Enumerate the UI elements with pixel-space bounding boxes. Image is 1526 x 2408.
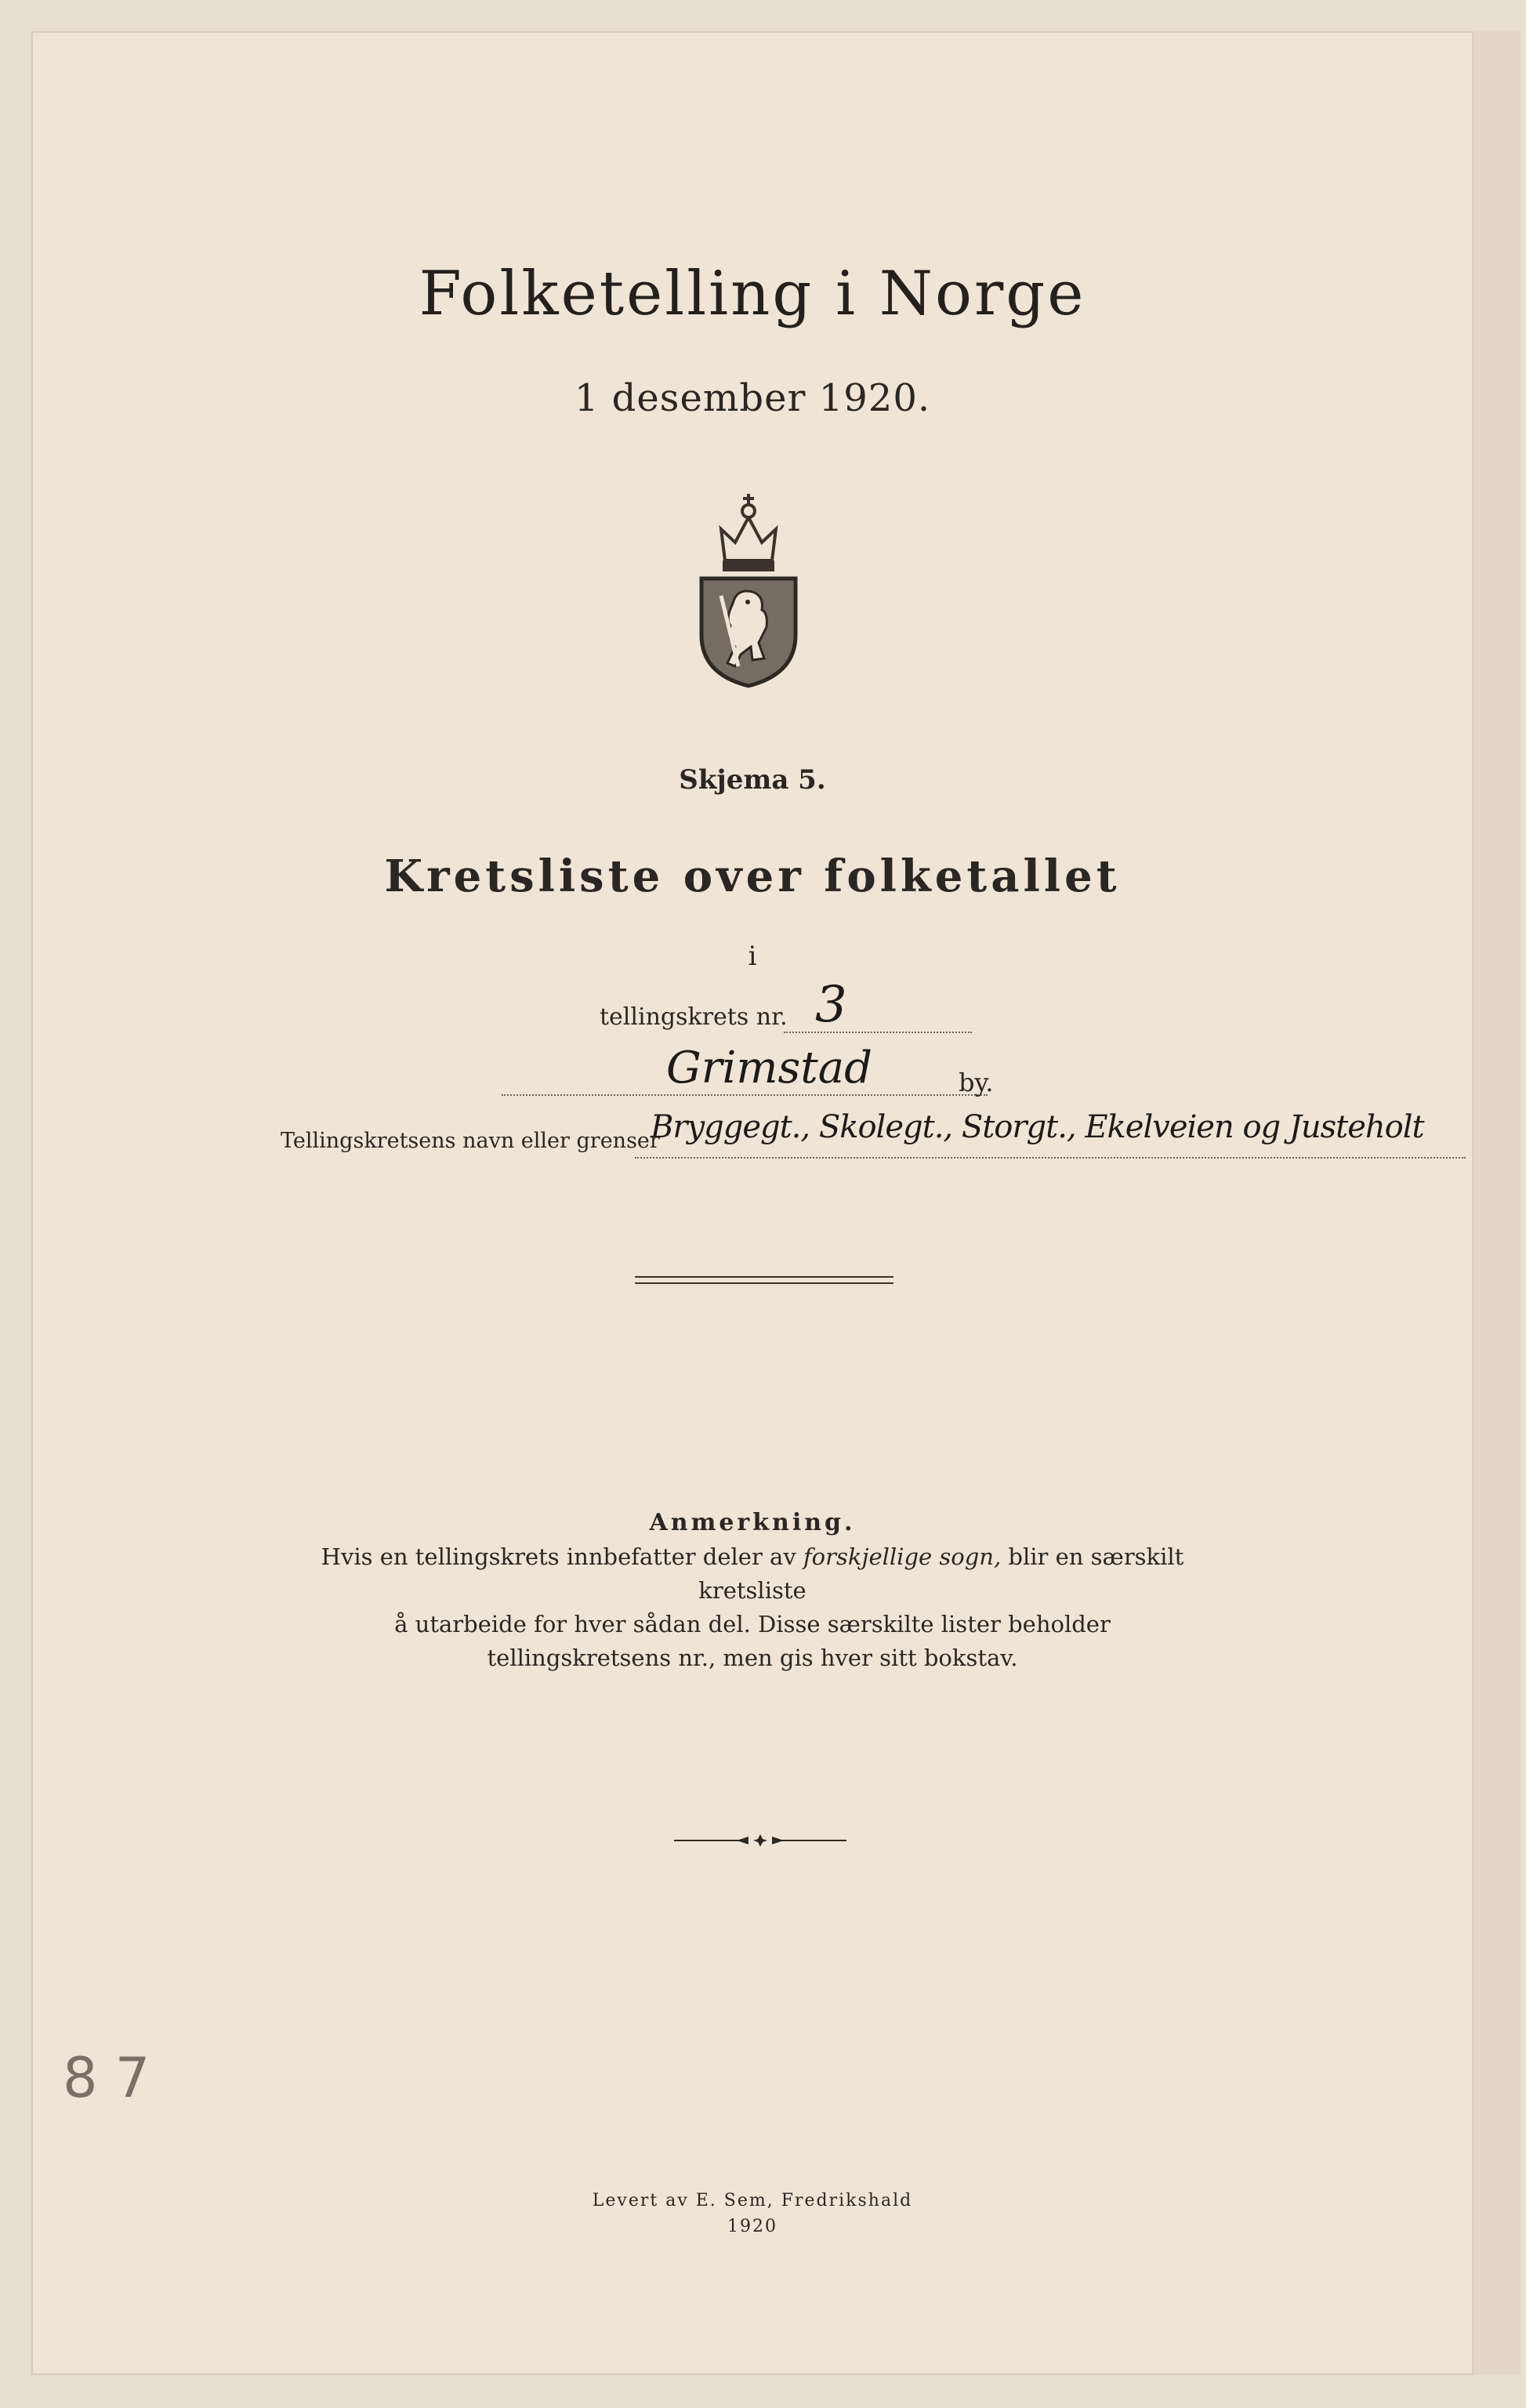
note-line-1-end: blir en særskilt kretsliste: [698, 1543, 1184, 1604]
note-heading: Anmerkning.: [649, 1509, 856, 1536]
town-value: Grimstad: [666, 1043, 872, 1093]
document-title: Folketelling i Norge: [419, 259, 1086, 329]
note-line-1-emphasis: forskjellige sogn,: [803, 1543, 1002, 1570]
town-line: [502, 1094, 988, 1096]
district-number-label: tellingskrets nr.: [600, 1003, 788, 1031]
double-rule-top: [635, 1276, 893, 1278]
form-heading: Kretsliste over folketallet: [384, 850, 1121, 902]
pencil-margin-mark: 8 7: [63, 2046, 150, 2110]
schema-label: Skjema 5.: [679, 764, 826, 796]
in-word: i: [748, 941, 757, 972]
district-number-line: [784, 1032, 972, 1033]
note-line-1: [298, 1540, 1207, 1608]
ornamental-divider-icon: [674, 1833, 846, 1848]
printer-year: 1920: [727, 2217, 777, 2236]
page-edge: [1473, 31, 1521, 2375]
district-number-value: 3: [815, 976, 847, 1034]
census-date: 1 desember 1920.: [574, 376, 931, 420]
district-names-label: Tellingskretsens navn eller grenser: [281, 1129, 660, 1153]
note-text: [298, 1540, 1207, 1675]
district-names-line: [635, 1157, 1466, 1159]
town-suffix: by.: [959, 1068, 994, 1097]
double-rule-bottom: [635, 1282, 893, 1284]
printer-credit: Levert av E. Sem, Fredrikshald: [592, 2191, 913, 2210]
note-line-2: å utarbeide for hver sådan del. Disse særskilte lister beholder: [394, 1611, 1111, 1637]
note-line-3: tellingskretsens nr., men gis hver sitt bokstav.: [487, 1645, 1018, 1671]
document-page: [31, 31, 1473, 2375]
norwegian-coat-of-arms-icon: [690, 486, 807, 690]
note-line-1-start: Hvis en tellingskrets innbefatter deler av: [321, 1543, 803, 1570]
district-names-value: Bryggegt., Skolegt., Storgt., Ekelveien og Justeholt: [651, 1109, 1424, 1145]
